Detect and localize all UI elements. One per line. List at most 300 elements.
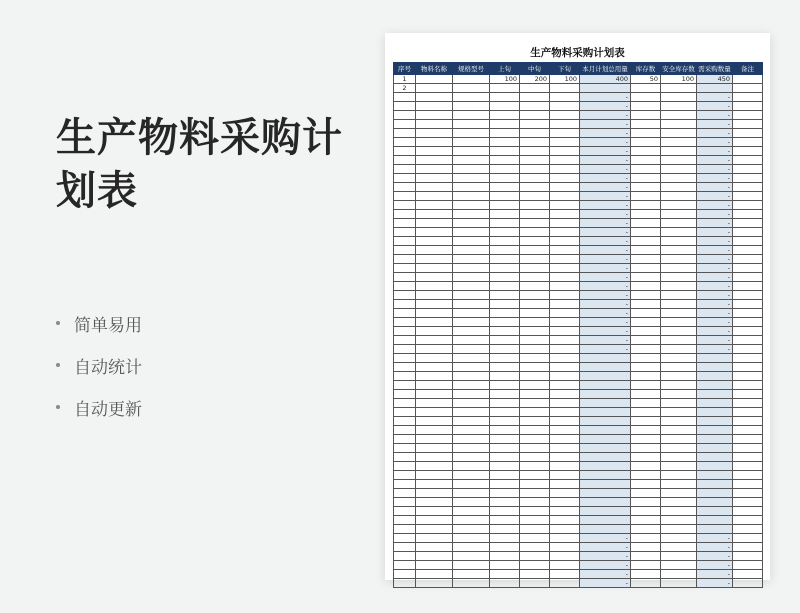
table-cell[interactable]: - — [697, 552, 733, 561]
table-cell[interactable]: - — [580, 102, 631, 111]
table-cell[interactable] — [661, 372, 697, 381]
table-cell[interactable] — [453, 120, 490, 129]
table-cell[interactable] — [733, 156, 763, 165]
table-cell[interactable] — [416, 255, 453, 264]
table-cell[interactable] — [416, 381, 453, 390]
table-cell[interactable] — [520, 525, 550, 534]
table-cell[interactable]: - — [697, 543, 733, 552]
table-cell[interactable] — [453, 570, 490, 579]
table-cell[interactable] — [416, 480, 453, 489]
table-cell[interactable] — [490, 345, 520, 354]
table-cell[interactable] — [661, 579, 697, 588]
table-cell[interactable] — [520, 543, 550, 552]
table-cell[interactable]: 50 — [631, 75, 661, 84]
table-cell[interactable]: - — [697, 174, 733, 183]
table-cell[interactable] — [697, 462, 733, 471]
table-cell[interactable] — [416, 354, 453, 363]
table-cell[interactable] — [416, 147, 453, 156]
table-cell[interactable] — [550, 534, 580, 543]
table-cell[interactable] — [394, 246, 416, 255]
table-cell[interactable] — [733, 84, 763, 93]
table-cell[interactable] — [580, 417, 631, 426]
table-cell[interactable] — [490, 570, 520, 579]
table-cell[interactable] — [394, 255, 416, 264]
table-cell[interactable] — [490, 417, 520, 426]
table-cell[interactable]: - — [697, 561, 733, 570]
table-cell[interactable] — [661, 327, 697, 336]
table-cell[interactable] — [453, 390, 490, 399]
table-cell[interactable] — [416, 300, 453, 309]
table-cell[interactable] — [453, 291, 490, 300]
table-cell[interactable] — [520, 327, 550, 336]
table-cell[interactable] — [520, 210, 550, 219]
table-cell[interactable] — [520, 165, 550, 174]
table-cell[interactable] — [661, 354, 697, 363]
table-cell[interactable] — [661, 264, 697, 273]
table-cell[interactable] — [490, 174, 520, 183]
table-cell[interactable] — [661, 381, 697, 390]
table-cell[interactable] — [490, 471, 520, 480]
table-cell[interactable] — [453, 309, 490, 318]
table-cell[interactable]: - — [697, 165, 733, 174]
table-cell[interactable]: - — [697, 570, 733, 579]
table-cell[interactable] — [490, 201, 520, 210]
table-cell[interactable] — [416, 579, 453, 588]
table-cell[interactable] — [520, 426, 550, 435]
table-cell[interactable] — [490, 579, 520, 588]
table-cell[interactable] — [520, 318, 550, 327]
table-cell[interactable]: - — [697, 534, 733, 543]
table-cell[interactable] — [416, 246, 453, 255]
table-cell[interactable] — [733, 219, 763, 228]
table-cell[interactable] — [416, 543, 453, 552]
table-cell[interactable] — [550, 489, 580, 498]
table-cell[interactable] — [490, 534, 520, 543]
table-cell[interactable]: - — [697, 192, 733, 201]
table-cell[interactable]: - — [697, 111, 733, 120]
table-cell[interactable] — [453, 516, 490, 525]
table-cell[interactable]: - — [580, 183, 631, 192]
table-cell[interactable] — [520, 498, 550, 507]
table-cell[interactable]: - — [697, 579, 733, 588]
table-cell[interactable] — [733, 273, 763, 282]
table-cell[interactable] — [490, 408, 520, 417]
table-cell[interactable] — [661, 552, 697, 561]
table-cell[interactable] — [631, 102, 661, 111]
table-cell[interactable] — [490, 543, 520, 552]
table-cell[interactable] — [490, 246, 520, 255]
table-cell[interactable]: 450 — [697, 75, 733, 84]
table-cell[interactable] — [661, 129, 697, 138]
table-cell[interactable] — [631, 183, 661, 192]
table-cell[interactable] — [733, 183, 763, 192]
table-cell[interactable] — [453, 498, 490, 507]
table-cell[interactable] — [453, 480, 490, 489]
table-cell[interactable] — [490, 192, 520, 201]
table-cell[interactable]: - — [580, 561, 631, 570]
table-cell[interactable]: - — [580, 570, 631, 579]
table-cell[interactable] — [490, 237, 520, 246]
table-cell[interactable] — [661, 84, 697, 93]
table-cell[interactable]: - — [580, 210, 631, 219]
table-cell[interactable] — [550, 390, 580, 399]
table-cell[interactable]: 100 — [550, 75, 580, 84]
table-cell[interactable] — [631, 399, 661, 408]
table-cell[interactable] — [520, 399, 550, 408]
table-cell[interactable] — [416, 327, 453, 336]
table-cell[interactable] — [631, 480, 661, 489]
table-cell[interactable]: - — [697, 237, 733, 246]
table-cell[interactable] — [416, 372, 453, 381]
table-cell[interactable] — [416, 174, 453, 183]
table-cell[interactable] — [733, 516, 763, 525]
table-cell[interactable] — [733, 120, 763, 129]
table-cell[interactable] — [550, 345, 580, 354]
table-cell[interactable] — [661, 489, 697, 498]
table-cell[interactable] — [394, 480, 416, 489]
table-cell[interactable] — [453, 336, 490, 345]
table-cell[interactable] — [697, 363, 733, 372]
table-cell[interactable] — [697, 417, 733, 426]
table-cell[interactable] — [490, 525, 520, 534]
table-cell[interactable] — [490, 381, 520, 390]
table-cell[interactable] — [661, 399, 697, 408]
table-cell[interactable] — [733, 75, 763, 84]
table-cell[interactable] — [520, 201, 550, 210]
table-cell[interactable] — [631, 579, 661, 588]
table-cell[interactable] — [416, 201, 453, 210]
table-cell[interactable] — [453, 102, 490, 111]
table-cell[interactable] — [453, 300, 490, 309]
table-cell[interactable] — [394, 381, 416, 390]
table-cell[interactable] — [490, 561, 520, 570]
table-cell[interactable] — [490, 552, 520, 561]
table-cell[interactable] — [631, 489, 661, 498]
table-cell[interactable] — [550, 300, 580, 309]
table-cell[interactable] — [697, 525, 733, 534]
table-cell[interactable] — [394, 534, 416, 543]
table-cell[interactable] — [733, 399, 763, 408]
table-cell[interactable] — [550, 579, 580, 588]
table-cell[interactable] — [661, 282, 697, 291]
table-cell[interactable] — [661, 417, 697, 426]
table-cell[interactable] — [394, 579, 416, 588]
table-cell[interactable]: - — [697, 201, 733, 210]
table-cell[interactable] — [394, 264, 416, 273]
table-cell[interactable] — [453, 408, 490, 417]
table-cell[interactable]: 100 — [490, 75, 520, 84]
table-cell[interactable]: - — [697, 345, 733, 354]
table-cell[interactable] — [661, 228, 697, 237]
table-cell[interactable] — [631, 93, 661, 102]
table-cell[interactable] — [661, 237, 697, 246]
table-cell[interactable] — [394, 336, 416, 345]
table-cell[interactable] — [394, 516, 416, 525]
table-cell[interactable]: - — [697, 120, 733, 129]
table-cell[interactable] — [733, 246, 763, 255]
table-cell[interactable] — [631, 570, 661, 579]
table-cell[interactable] — [733, 345, 763, 354]
table-cell[interactable] — [631, 300, 661, 309]
table-cell[interactable] — [550, 147, 580, 156]
table-cell[interactable] — [733, 462, 763, 471]
table-cell[interactable] — [631, 507, 661, 516]
table-cell[interactable] — [490, 102, 520, 111]
table-cell[interactable] — [453, 543, 490, 552]
table-cell[interactable] — [453, 561, 490, 570]
table-cell[interactable] — [580, 525, 631, 534]
table-cell[interactable] — [453, 75, 490, 84]
table-cell[interactable] — [520, 147, 550, 156]
table-cell[interactable] — [416, 183, 453, 192]
table-cell[interactable] — [453, 354, 490, 363]
table-cell[interactable] — [490, 372, 520, 381]
table-cell[interactable] — [697, 435, 733, 444]
table-cell[interactable] — [520, 93, 550, 102]
table-cell[interactable]: - — [580, 273, 631, 282]
table-cell[interactable] — [661, 444, 697, 453]
table-cell[interactable] — [453, 129, 490, 138]
table-cell[interactable] — [490, 444, 520, 453]
table-cell[interactable] — [453, 210, 490, 219]
table-cell[interactable] — [580, 84, 631, 93]
table-cell[interactable] — [631, 444, 661, 453]
table-cell[interactable] — [490, 318, 520, 327]
table-cell[interactable] — [394, 426, 416, 435]
table-cell[interactable] — [453, 147, 490, 156]
table-cell[interactable] — [661, 147, 697, 156]
table-cell[interactable] — [661, 273, 697, 282]
table-cell[interactable]: - — [580, 156, 631, 165]
table-cell[interactable] — [453, 534, 490, 543]
table-cell[interactable] — [733, 138, 763, 147]
table-cell[interactable] — [416, 489, 453, 498]
table-cell[interactable]: - — [580, 129, 631, 138]
table-cell[interactable]: - — [580, 120, 631, 129]
table-cell[interactable]: - — [580, 534, 631, 543]
table-cell[interactable] — [661, 210, 697, 219]
table-cell[interactable] — [416, 192, 453, 201]
table-cell[interactable] — [394, 570, 416, 579]
table-cell[interactable] — [416, 237, 453, 246]
table-cell[interactable] — [453, 435, 490, 444]
table-cell[interactable] — [580, 489, 631, 498]
table-cell[interactable] — [550, 201, 580, 210]
table-cell[interactable] — [520, 264, 550, 273]
table-cell[interactable] — [416, 84, 453, 93]
table-cell[interactable] — [733, 435, 763, 444]
table-cell[interactable] — [394, 165, 416, 174]
table-cell[interactable] — [520, 435, 550, 444]
table-cell[interactable] — [416, 435, 453, 444]
table-cell[interactable] — [416, 336, 453, 345]
table-cell[interactable]: - — [580, 327, 631, 336]
table-cell[interactable] — [661, 111, 697, 120]
table-cell[interactable] — [550, 228, 580, 237]
table-cell[interactable] — [490, 309, 520, 318]
table-cell[interactable]: - — [580, 336, 631, 345]
table-cell[interactable] — [631, 156, 661, 165]
table-cell[interactable] — [394, 561, 416, 570]
table-cell[interactable] — [490, 435, 520, 444]
table-cell[interactable]: - — [697, 291, 733, 300]
table-cell[interactable] — [550, 210, 580, 219]
table-cell[interactable] — [416, 93, 453, 102]
table-cell[interactable] — [550, 111, 580, 120]
table-cell[interactable] — [697, 381, 733, 390]
table-cell[interactable] — [550, 399, 580, 408]
table-cell[interactable] — [550, 183, 580, 192]
table-cell[interactable] — [697, 390, 733, 399]
table-cell[interactable] — [631, 273, 661, 282]
table-cell[interactable] — [453, 363, 490, 372]
table-cell[interactable] — [580, 498, 631, 507]
table-cell[interactable] — [490, 147, 520, 156]
table-cell[interactable] — [550, 480, 580, 489]
table-cell[interactable] — [631, 372, 661, 381]
table-cell[interactable] — [453, 507, 490, 516]
table-cell[interactable] — [394, 183, 416, 192]
table-cell[interactable] — [733, 453, 763, 462]
table-cell[interactable] — [520, 228, 550, 237]
table-cell[interactable] — [453, 246, 490, 255]
table-cell[interactable] — [520, 138, 550, 147]
table-cell[interactable] — [550, 309, 580, 318]
table-cell[interactable] — [550, 327, 580, 336]
table-cell[interactable] — [394, 228, 416, 237]
table-cell[interactable] — [490, 228, 520, 237]
table-cell[interactable] — [416, 516, 453, 525]
table-cell[interactable] — [453, 174, 490, 183]
table-cell[interactable] — [394, 291, 416, 300]
table-cell[interactable] — [631, 120, 661, 129]
table-cell[interactable] — [416, 111, 453, 120]
table-cell[interactable] — [490, 165, 520, 174]
table-cell[interactable] — [416, 462, 453, 471]
table-cell[interactable] — [416, 417, 453, 426]
table-cell[interactable] — [733, 471, 763, 480]
table-cell[interactable] — [416, 129, 453, 138]
table-cell[interactable] — [490, 426, 520, 435]
table-cell[interactable]: 2 — [394, 84, 416, 93]
table-cell[interactable] — [631, 174, 661, 183]
table-cell[interactable] — [631, 390, 661, 399]
table-cell[interactable] — [550, 525, 580, 534]
table-cell[interactable] — [520, 291, 550, 300]
table-cell[interactable] — [550, 156, 580, 165]
table-cell[interactable] — [631, 201, 661, 210]
table-cell[interactable] — [580, 480, 631, 489]
table-cell[interactable] — [394, 237, 416, 246]
table-cell[interactable]: - — [697, 282, 733, 291]
table-cell[interactable] — [580, 363, 631, 372]
table-cell[interactable] — [733, 570, 763, 579]
table-cell[interactable] — [661, 102, 697, 111]
table-cell[interactable] — [631, 453, 661, 462]
table-cell[interactable] — [416, 75, 453, 84]
table-cell[interactable] — [661, 543, 697, 552]
table-cell[interactable] — [631, 462, 661, 471]
table-cell[interactable] — [550, 129, 580, 138]
table-cell[interactable] — [697, 399, 733, 408]
table-cell[interactable] — [580, 516, 631, 525]
table-cell[interactable]: - — [580, 552, 631, 561]
table-cell[interactable] — [661, 363, 697, 372]
table-cell[interactable] — [733, 111, 763, 120]
table-cell[interactable] — [733, 129, 763, 138]
table-cell[interactable] — [453, 219, 490, 228]
table-cell[interactable] — [416, 345, 453, 354]
table-cell[interactable] — [733, 174, 763, 183]
table-cell[interactable] — [520, 174, 550, 183]
table-cell[interactable] — [394, 138, 416, 147]
table-cell[interactable] — [394, 192, 416, 201]
table-cell[interactable] — [394, 129, 416, 138]
table-cell[interactable] — [661, 300, 697, 309]
table-cell[interactable] — [631, 498, 661, 507]
table-cell[interactable] — [520, 255, 550, 264]
table-cell[interactable]: - — [697, 264, 733, 273]
table-cell[interactable] — [394, 444, 416, 453]
table-cell[interactable] — [733, 309, 763, 318]
table-cell[interactable] — [394, 147, 416, 156]
table-cell[interactable] — [631, 237, 661, 246]
table-cell[interactable]: - — [697, 129, 733, 138]
table-cell[interactable] — [416, 408, 453, 417]
table-cell[interactable] — [697, 516, 733, 525]
table-cell[interactable] — [394, 345, 416, 354]
table-cell[interactable]: - — [580, 228, 631, 237]
table-cell[interactable] — [580, 435, 631, 444]
table-cell[interactable] — [733, 336, 763, 345]
table-cell[interactable] — [733, 561, 763, 570]
table-cell[interactable] — [550, 246, 580, 255]
table-cell[interactable]: - — [697, 318, 733, 327]
table-cell[interactable] — [733, 381, 763, 390]
table-cell[interactable] — [733, 318, 763, 327]
table-cell[interactable] — [520, 390, 550, 399]
table-cell[interactable] — [490, 183, 520, 192]
table-cell[interactable] — [550, 516, 580, 525]
table-cell[interactable] — [416, 219, 453, 228]
table-cell[interactable] — [453, 525, 490, 534]
table-cell[interactable] — [631, 246, 661, 255]
table-cell[interactable] — [733, 417, 763, 426]
table-cell[interactable] — [550, 444, 580, 453]
table-cell[interactable] — [661, 453, 697, 462]
table-cell[interactable] — [550, 462, 580, 471]
table-cell[interactable] — [631, 561, 661, 570]
table-cell[interactable]: 1 — [394, 75, 416, 84]
table-cell[interactable] — [416, 102, 453, 111]
table-cell[interactable] — [550, 120, 580, 129]
table-cell[interactable] — [550, 174, 580, 183]
table-cell[interactable] — [661, 255, 697, 264]
table-cell[interactable] — [631, 516, 661, 525]
table-cell[interactable] — [394, 219, 416, 228]
table-cell[interactable] — [416, 471, 453, 480]
table-cell[interactable] — [394, 93, 416, 102]
table-cell[interactable] — [490, 363, 520, 372]
table-cell[interactable] — [550, 219, 580, 228]
table-cell[interactable] — [733, 255, 763, 264]
table-cell[interactable] — [550, 543, 580, 552]
table-cell[interactable] — [453, 264, 490, 273]
table-cell[interactable] — [520, 111, 550, 120]
table-cell[interactable] — [697, 84, 733, 93]
table-cell[interactable] — [416, 525, 453, 534]
table-cell[interactable] — [550, 93, 580, 102]
